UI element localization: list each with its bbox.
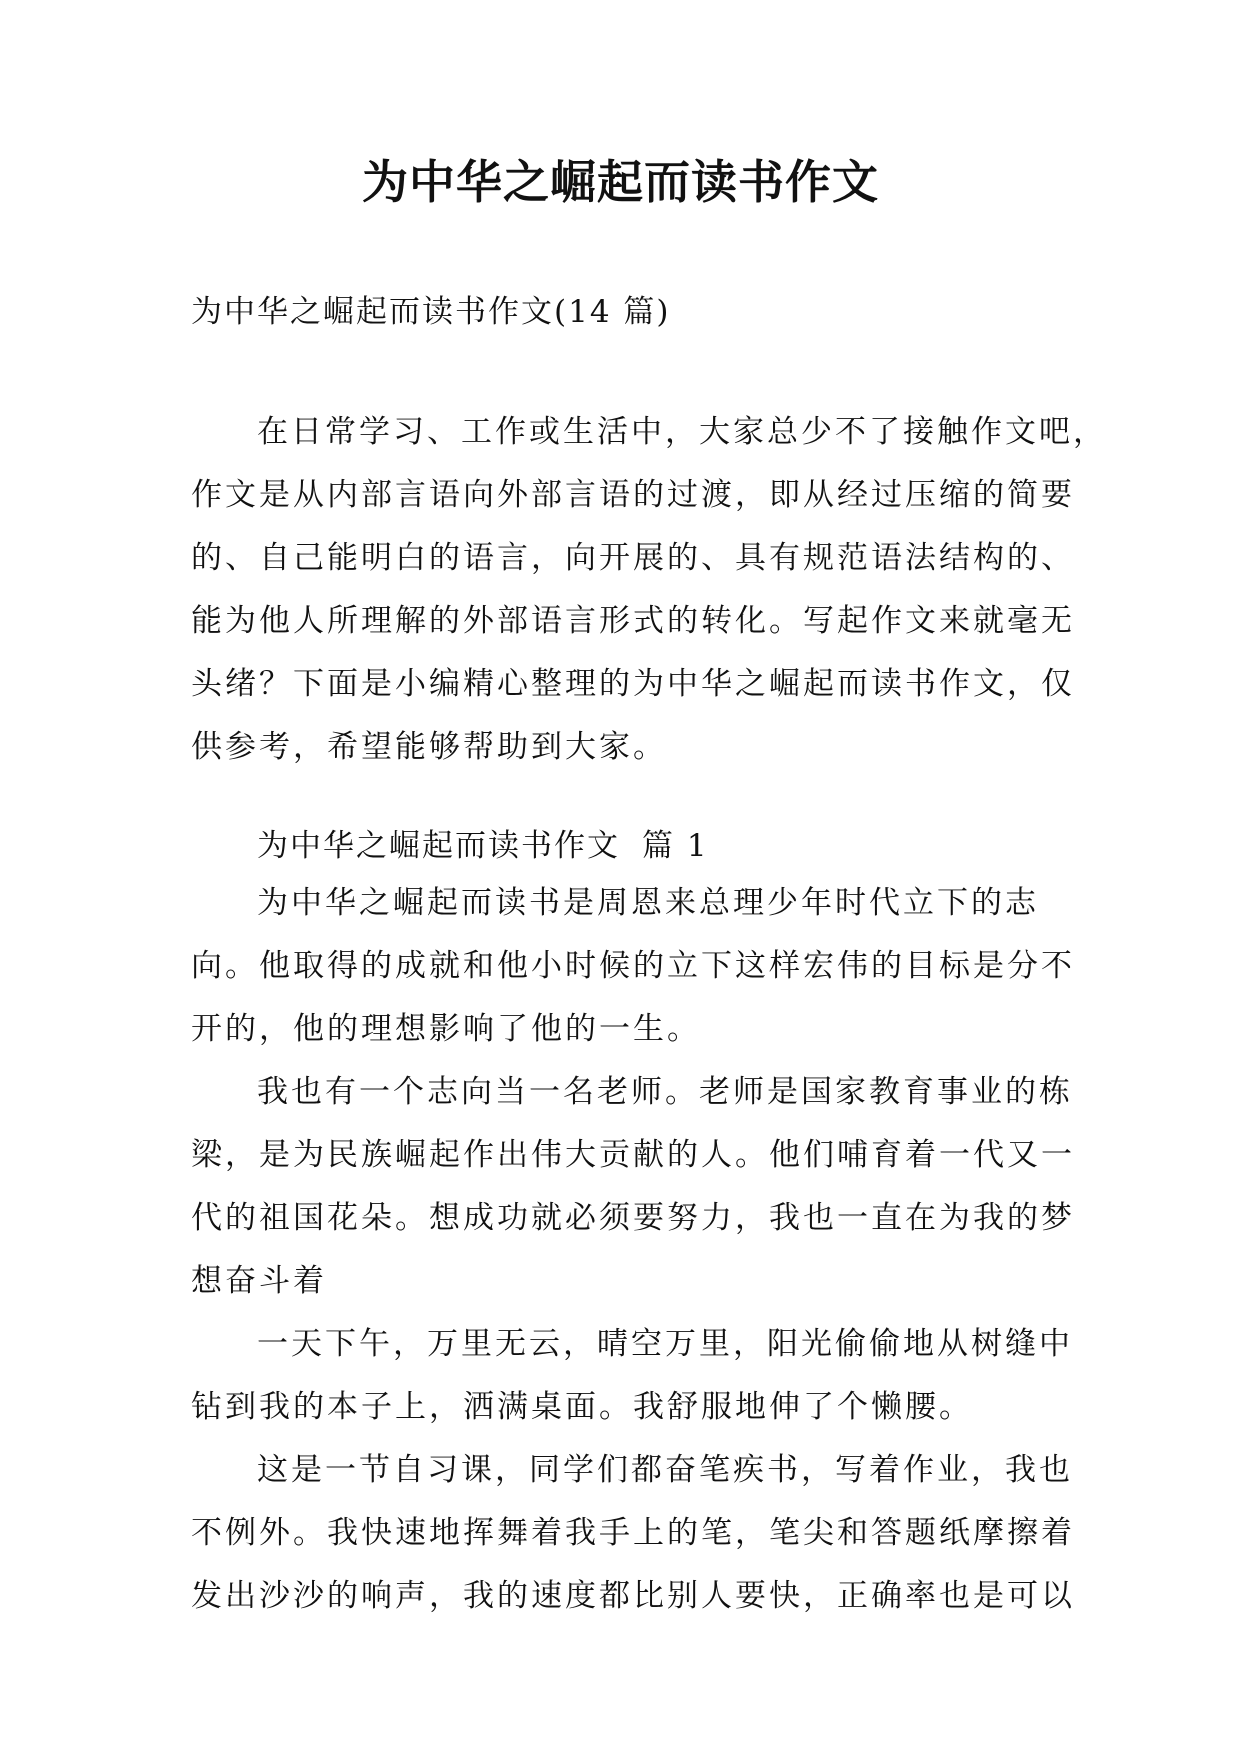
section-heading-title: 为中华之崛起而读书作文 (257, 828, 620, 864)
essay-line: 梁，是为民族崛起作出伟大贡献的人。他们哺育着一代又一 (191, 1137, 1075, 1173)
essay-body (191, 872, 1075, 1628)
intro-line: 的、自己能明白的语言，向开展的、具有规范语法结构的、 (191, 540, 1075, 576)
essay-line: 钻到我的本子上，洒满桌面。我舒服地伸了个懒腰。 (191, 1389, 973, 1425)
document-subtitle: 为中华之崛起而读书作文(14 篇) (191, 294, 671, 330)
intro-line: 能为他人所理解的外部语言形式的转化。写起作文来就毫无 (191, 603, 1075, 639)
section-heading-number: 篇 1 (642, 828, 709, 864)
essay-line: 向。他取得的成就和他小时候的立下这样宏伟的目标是分不 (191, 948, 1075, 984)
intro-line: 头绪？下面是小编精心整理的为中华之崛起而读书作文，仅 (191, 666, 1075, 702)
essay-line: 代的祖国花朵。想成功就必须要努力，我也一直在为我的梦 (191, 1200, 1075, 1236)
section-heading (257, 824, 709, 868)
essay-line: 不例外。我快速地挥舞着我手上的笔，笔尖和答题纸摩擦着 (191, 1515, 1075, 1551)
document-title: 为中华之崛起而读书作文 (362, 155, 879, 209)
intro-paragraph (191, 401, 1107, 779)
intro-line: 在日常学习、工作或生活中，大家总少不了接触作文吧， (257, 414, 1107, 450)
essay-line: 想奋斗着 (191, 1263, 327, 1299)
essay-line: 为中华之崛起而读书是周恩来总理少年时代立下的志 (257, 885, 1039, 921)
essay-line: 这是一节自习课，同学们都奋笔疾书，写着作业，我也 (257, 1452, 1073, 1488)
essay-line: 发出沙沙的响声，我的速度都比别人要快，正确率也是可以 (191, 1578, 1075, 1614)
essay-line: 一天下午，万里无云，晴空万里，阳光偷偷地从树缝中 (257, 1326, 1073, 1362)
essay-line: 开的，他的理想影响了他的一生。 (191, 1011, 701, 1047)
essay-line: 我也有一个志向当一名老师。老师是国家教育事业的栋 (257, 1074, 1073, 1110)
intro-line: 作文是从内部言语向外部言语的过渡，即从经过压缩的简要 (191, 477, 1075, 513)
intro-line: 供参考，希望能够帮助到大家。 (191, 729, 667, 765)
